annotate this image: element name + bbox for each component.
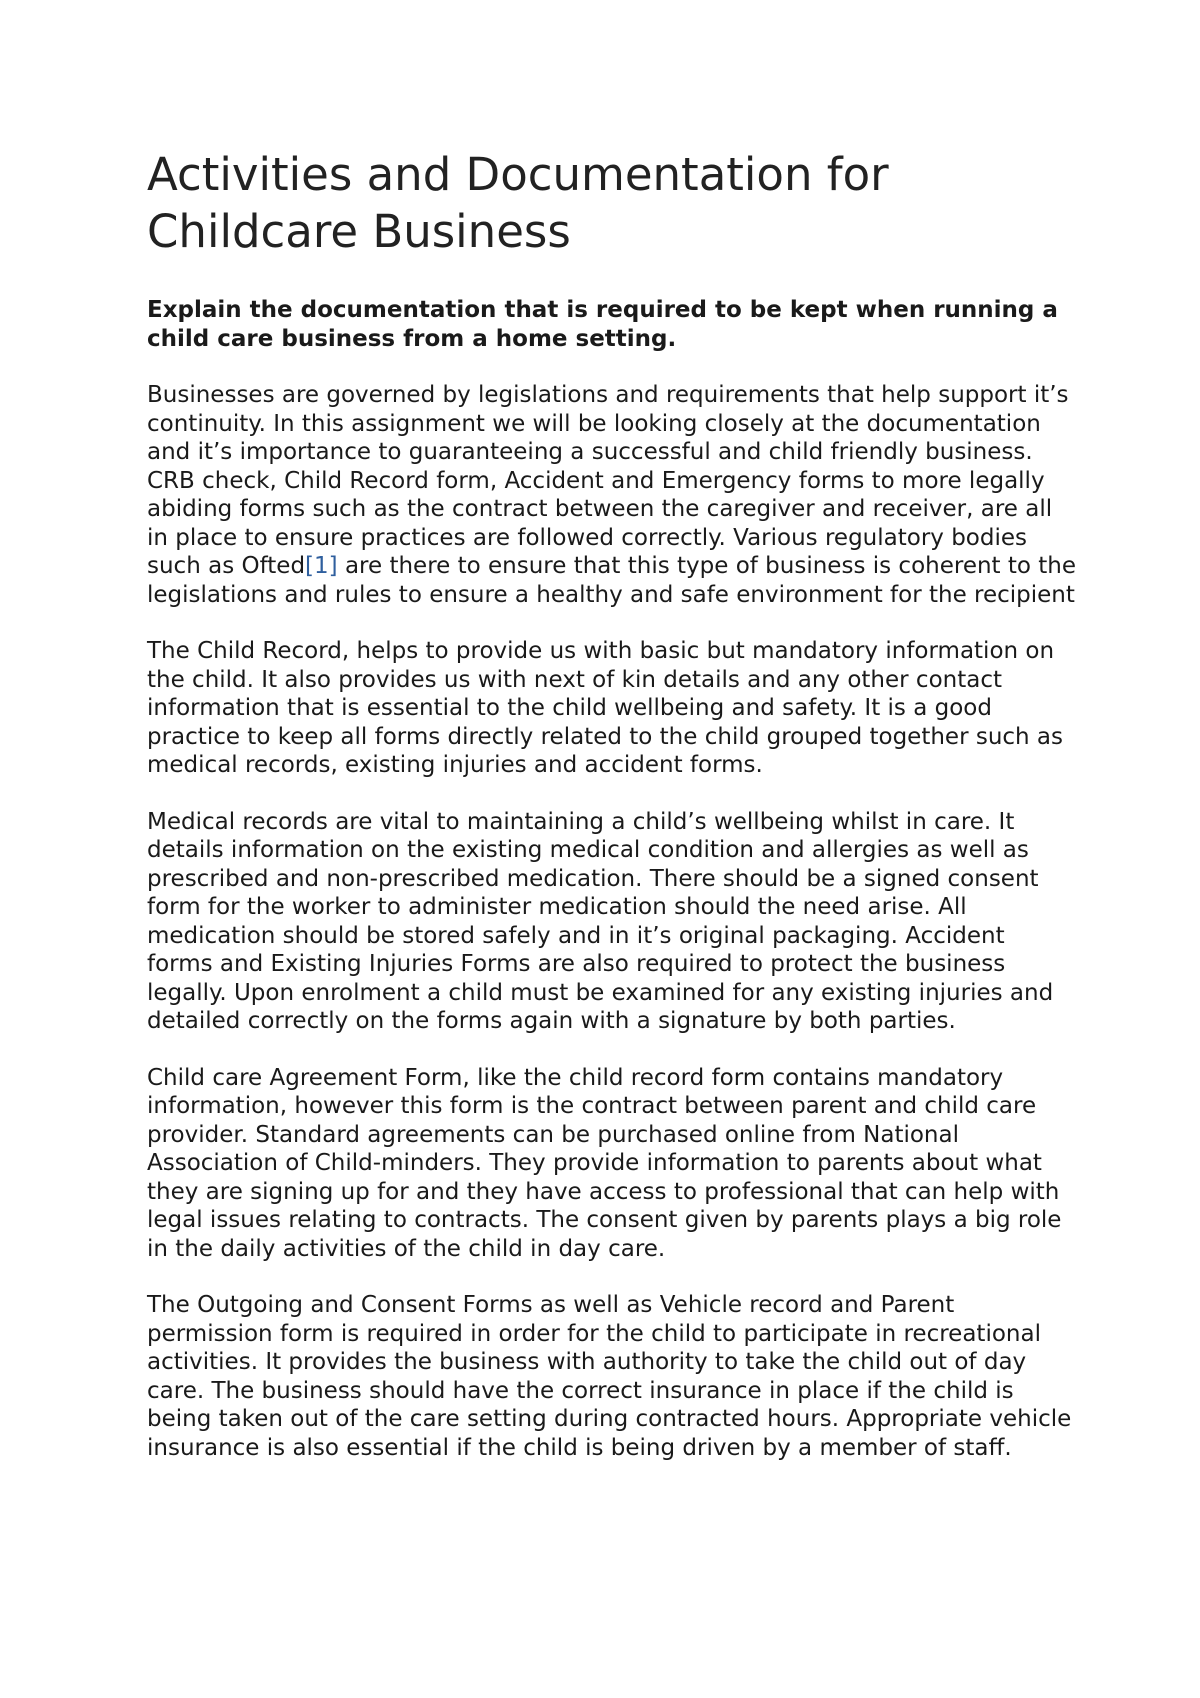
document-page <box>147 146 1077 1490</box>
paragraph-text: are there to ensure that this type of business is coherent to the legislations and rules to ensure a healthy and safe environment for the recipient <box>147 553 1077 608</box>
paragraph-child-record: The Child Record, helps to provide us with basic but mandatory information on the child. It also provides us with next of kin details and any other contact information that is essential to the child wellbeing and safety. It is a good practice to keep all forms directly related to the child grouped together such as medical records, existing injuries and accident forms. <box>147 638 1064 778</box>
paragraph-agreement-form: Child care Agreement Form, like the child record form contains mandatory information, however this form is the contract between parent and child care provider. Standard agreements can be purchased online from National Association of Child-minders. They provide information to parents about what they are signing up for and they have access to professional that can help with legal issues relating to contracts. The consent given by parents plays a big role in the daily activities of the child in day care. <box>147 1064 1062 1262</box>
paragraph-introduction <box>147 381 1077 609</box>
assignment-question: Explain the documentation that is required to be kept when running a child care business from a home setting. <box>147 297 1058 352</box>
footnote-link[interactable]: [1] <box>305 553 338 579</box>
document-title: Activities and Documentation for Childcare Business <box>147 148 889 258</box>
paragraph-outgoing-consent: The Outgoing and Consent Forms as well as Vehicle record and Parent permission form is required in order for the child to participate in recreational activities. It provides the business with authority to take the child out of day care. The business should have the correct insurance in place if the child is being taken out of the care setting during contracted hours. Appropriate vehicle insurance is also essential if the child is being driven by a member of staff. <box>147 1292 1072 1461</box>
paragraph-medical-records: Medical records are vital to maintaining a child’s wellbeing whilst in care. It details information on the existing medical condition and allergies as well as prescribed and non-prescribed medication. There should be a signed consent form for the worker to administer medication should the need arise. All medication should be stored safely and in it’s original packaging. Accident forms and Existing Injuries Forms are also required to protect the business legally. Upon enrolment a child must be examined for any existing injuries and detailed correctly on the forms again with a signature by both parties. <box>147 808 1054 1034</box>
paragraph-text: Businesses are governed by legislations and requirements that help support it’s continuity. In this assignment we will be looking closely at the documentation and it’s importance to guaranteeing a successful and child friendly business. CRB check, Child Record form, Accident and Emergency forms to more legally abiding forms such as the contract between the caregiver and receiver, are all in place to ensure practices are followed correctly. Various regulatory bodies such as Ofted <box>147 382 1069 579</box>
